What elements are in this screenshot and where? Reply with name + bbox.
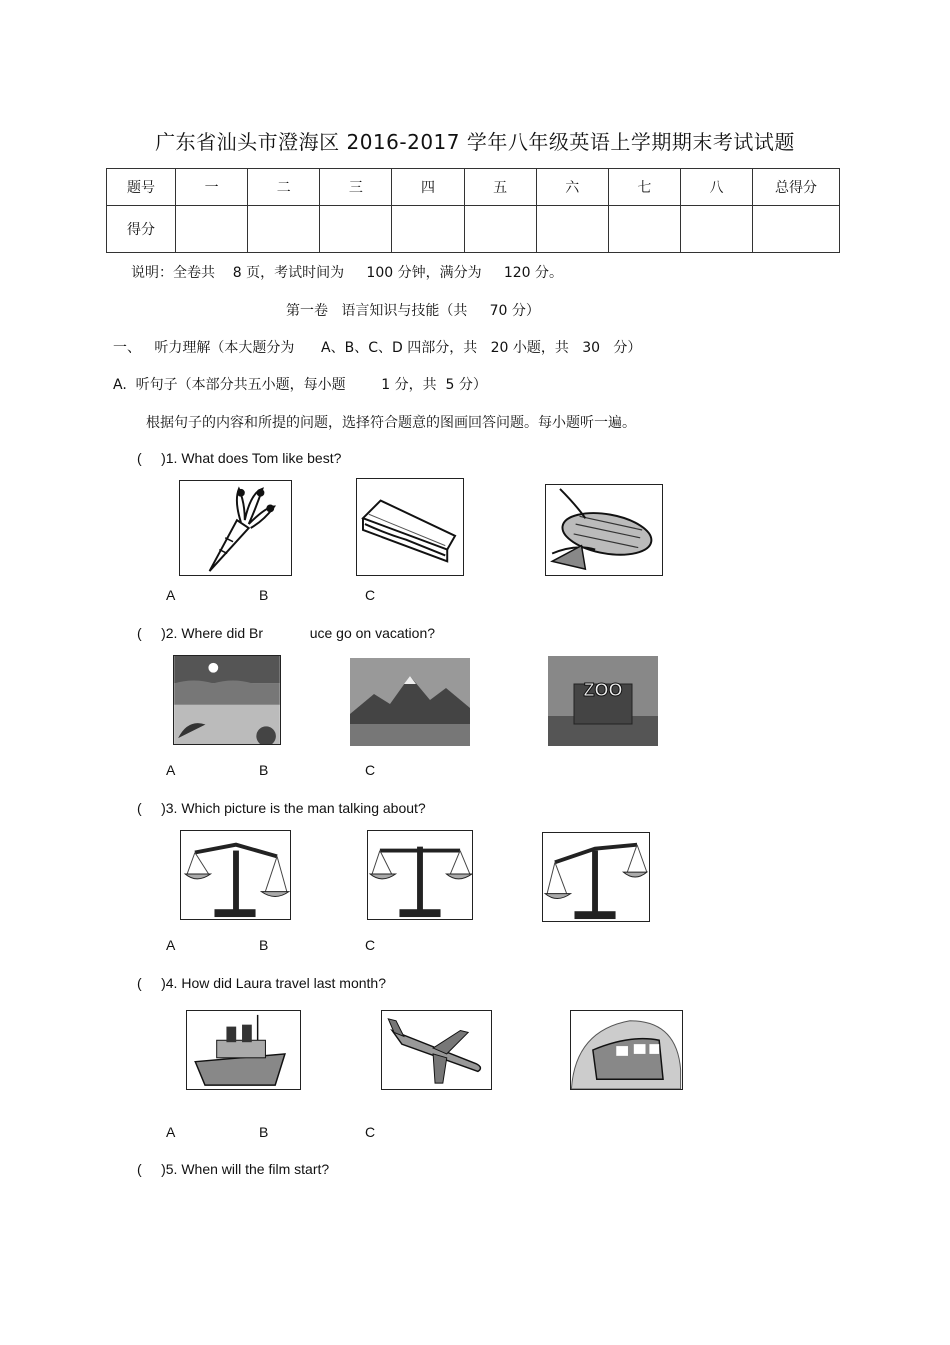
question-4: ( )4. How did Laura travel last month? <box>137 975 386 991</box>
question-5: ( )5. When will the film start? <box>137 1161 330 1177</box>
option-label: A <box>166 587 176 603</box>
option-label: B <box>259 762 269 778</box>
question-3: ( )3. Which picture is the man talking about? <box>137 800 426 816</box>
table-cell: 八 <box>680 169 752 206</box>
option-label: C <box>365 937 376 953</box>
score-cell <box>608 206 680 253</box>
option-label: B <box>259 1124 269 1140</box>
zoo-sign-text: ZOO <box>583 680 623 700</box>
part-heading: A. 听句子（本部分共五小题，每小题 1 分，共 5 分） <box>113 377 487 393</box>
score-table-score-row <box>107 206 840 253</box>
ship-picture <box>186 1010 301 1090</box>
corn-picture <box>545 484 663 576</box>
table-cell: 四 <box>392 169 464 206</box>
table-cell: 得分 <box>107 206 176 253</box>
exam-note: 说明：全卷共 8 页，考试时间为 100 分钟，满分为 120 分。 <box>131 265 564 281</box>
option-label: A <box>166 1124 176 1140</box>
score-table <box>106 168 840 253</box>
scale-picture <box>542 832 650 922</box>
plane-picture <box>381 1010 492 1090</box>
score-table-header-row <box>107 169 840 206</box>
score-cell <box>320 206 392 253</box>
beach-picture <box>173 655 281 745</box>
option-label: A <box>166 762 176 778</box>
table-cell: 三 <box>320 169 392 206</box>
train-picture <box>570 1010 683 1090</box>
option-label: C <box>365 587 376 603</box>
question-1: ( )1. What does Tom like best? <box>137 450 342 466</box>
option-label: A <box>166 937 176 953</box>
option-label: C <box>365 762 376 778</box>
table-cell: 七 <box>608 169 680 206</box>
score-cell <box>536 206 608 253</box>
table-cell: 题号 <box>107 169 176 206</box>
score-cell <box>392 206 464 253</box>
table-cell: 一 <box>176 169 248 206</box>
option-label: B <box>259 587 269 603</box>
zoo-picture <box>548 656 658 746</box>
table-cell: 六 <box>536 169 608 206</box>
section-heading: 一、 听力理解（本大题分为 A、B、C、D 四部分，共 20 小题，共 30 分） <box>113 340 642 356</box>
score-cell <box>680 206 752 253</box>
option-label: C <box>365 1124 376 1140</box>
mountains-picture <box>350 658 470 746</box>
table-cell: 二 <box>248 169 320 206</box>
score-cell <box>176 206 248 253</box>
carrot-picture <box>179 480 292 576</box>
score-cell <box>753 206 840 253</box>
sandwich-picture <box>356 478 464 576</box>
page-title: 广东省汕头市澄海区 2016-2017 学年八年级英语上学期期末考试试题 <box>155 130 795 154</box>
scale-picture <box>180 830 291 920</box>
instruction-text: 根据句子的内容和所提的问题，选择符合题意的图画回答问题。每小题听一遍。 <box>146 415 636 431</box>
volume-heading: 第一卷 语言知识与技能（共 70 分） <box>286 303 540 319</box>
table-cell: 总得分 <box>753 169 840 206</box>
table-cell: 五 <box>464 169 536 206</box>
score-cell <box>248 206 320 253</box>
scale-picture <box>367 830 473 920</box>
score-cell <box>464 206 536 253</box>
option-label: B <box>259 937 269 953</box>
question-2: ( )2. Where did Br uce go on vacation? <box>137 625 436 641</box>
